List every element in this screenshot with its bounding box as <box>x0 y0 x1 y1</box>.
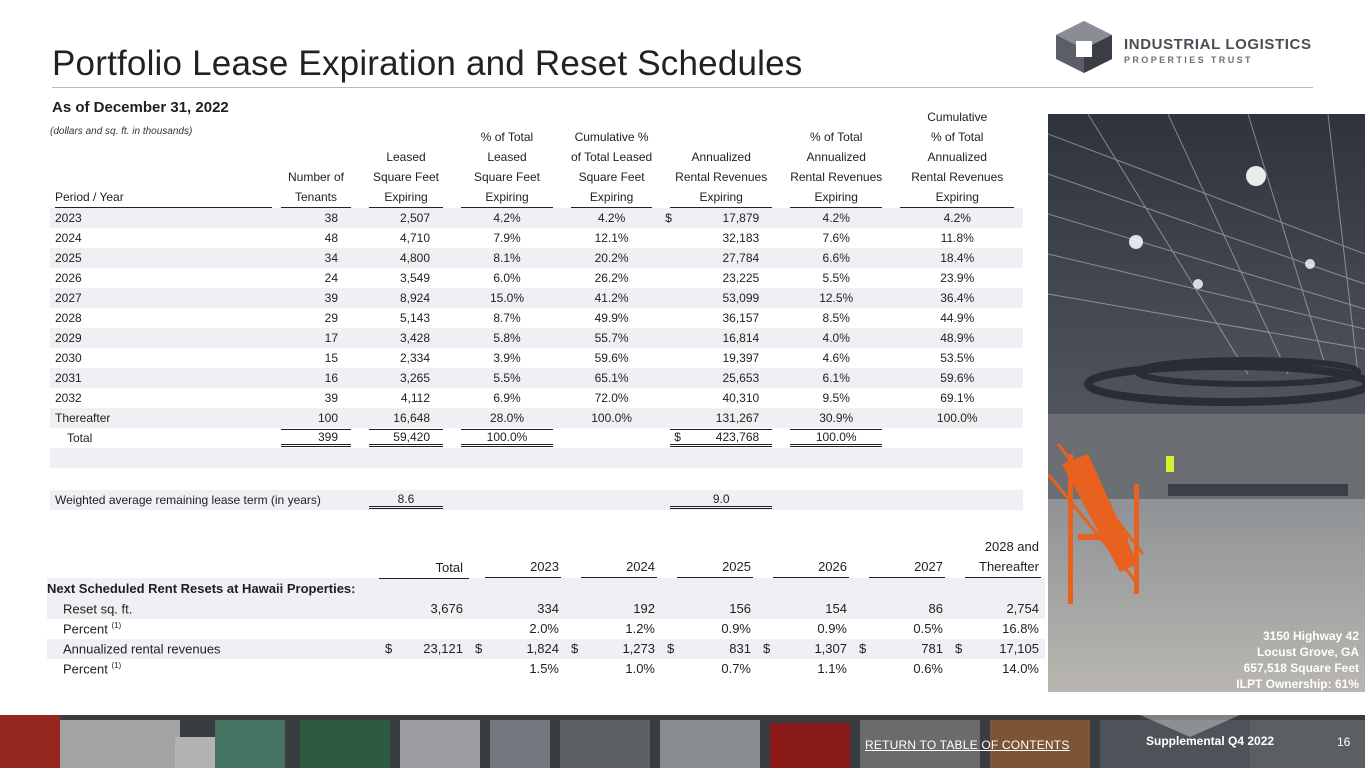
header-pct-sqft-line: Square Feet <box>473 170 541 184</box>
revenue-cell: $ 17,879 <box>661 208 781 228</box>
lease-expiration-table <box>50 107 1023 510</box>
total-pct-rev: 100.0% <box>790 429 882 447</box>
revenue-cell: 27,784 <box>661 248 781 268</box>
cum-rev-cell: 36.4% <box>891 288 1023 308</box>
lease-row <box>50 268 1023 288</box>
sqft-cell: 2,334 <box>399 351 430 365</box>
pct-sqft-cell: 4.2% <box>452 208 562 228</box>
sqft-cell: 3,265 <box>360 368 452 388</box>
cum-sqft-cell: 20.2% <box>562 248 661 268</box>
tenants-cell: 16 <box>272 368 360 388</box>
tenants-cell: 24 <box>324 271 338 285</box>
period-cell: 2025 <box>50 248 272 268</box>
cum-rev-cell: 23.9% <box>940 271 975 285</box>
reset-row <box>47 659 1045 679</box>
tenants-cell: 39 <box>272 288 360 308</box>
sqft-cell: 16,648 <box>360 408 452 428</box>
total-revenue: $ 423,768 <box>670 429 772 447</box>
as-of-date: As of December 31, 2022 <box>52 99 229 116</box>
sqft-cell: 4,112 <box>400 391 430 405</box>
caption-line-1: 3150 Highway 42 <box>1262 629 1359 643</box>
header-pct-sqft-line: Leased <box>487 150 527 164</box>
reset-header-2027: 2027 <box>869 557 945 578</box>
return-to-toc-link[interactable]: RETURN TO TABLE OF CONTENTS <box>865 738 1070 752</box>
cum-sqft-cell: 65.1% <box>562 368 661 388</box>
reset-row <box>47 639 1045 659</box>
reset-value-cell: 154 <box>757 599 853 619</box>
cum-sqft-cell: 72.0% <box>594 391 629 405</box>
pct-sqft-cell: 15.0% <box>452 288 562 308</box>
warehouse-image <box>1048 114 1365 692</box>
reset-section-title: Next Scheduled Rent Resets at Hawaii Properties: <box>47 578 1045 599</box>
cum-sqft-cell: 12.1% <box>594 231 629 245</box>
header-revenue-line: Rental Revenues <box>675 170 768 184</box>
lease-row <box>50 388 1023 408</box>
period-cell: 2026 <box>55 271 82 285</box>
lease-row <box>50 348 1023 368</box>
reset-row-label: Percent $^{(1)}$ <box>63 660 122 677</box>
tenants-cell: 17 <box>272 328 360 348</box>
pct-rev-cell: 6.6% <box>781 248 891 268</box>
cum-sqft-cell: 55.7% <box>562 328 661 348</box>
page-title: Portfolio Lease Expiration and Reset Schedules <box>52 44 803 83</box>
header-tenants-line: Tenants <box>281 187 351 208</box>
reset-value-cell: 0.7% <box>721 661 751 676</box>
wa-revenue-value: 9.0 <box>670 492 772 509</box>
dollar-sign: $ <box>763 641 771 656</box>
pct-rev-cell: 4.2% <box>781 208 891 228</box>
pct-rev-cell: 30.9% <box>781 408 891 428</box>
lease-row <box>50 248 1023 268</box>
reset-value-cell: 0.9% <box>817 621 847 636</box>
lease-row <box>50 208 1023 228</box>
rent-resets-table <box>47 537 1045 679</box>
header-revenue-line: Expiring <box>670 187 772 208</box>
reset-value-cell: 334 <box>469 599 565 619</box>
pct-sqft-cell: 6.0% <box>493 271 521 285</box>
logo-cube-icon <box>1054 19 1114 75</box>
reset-value-cell <box>379 619 469 639</box>
period-cell: 2024 <box>55 231 82 245</box>
pct-sqft-cell: 3.9% <box>493 351 521 365</box>
revenue-cell: 25,653 <box>661 368 781 388</box>
dollar-sign: $ <box>859 641 867 656</box>
header-sqft-line: Square Feet <box>372 170 440 184</box>
header-cum-sqft-line: Cumulative % <box>574 130 649 144</box>
lease-row <box>50 288 1023 308</box>
header-period-line: Period / Year <box>55 187 272 208</box>
cum-rev-cell: 53.5% <box>940 351 975 365</box>
property-photo <box>1048 114 1365 692</box>
caption-line-4: ILPT Ownership: 61% <box>1236 677 1359 691</box>
header-cum-rev-line: % of Total <box>931 130 984 144</box>
revenue-cell: 53,099 <box>661 288 781 308</box>
tenants-cell: 15 <box>324 351 338 365</box>
cum-rev-cell: 100.0% <box>891 408 1023 428</box>
reset-value-cell: 1.2% <box>625 621 655 636</box>
lease-row <box>50 408 1023 428</box>
reset-row-label: Reset sq. ft. <box>47 599 379 619</box>
reset-value-cell: $ 17,105 <box>949 639 1045 659</box>
reset-value-cell: 192 <box>565 599 661 619</box>
reset-header-total: Total <box>379 537 469 578</box>
sqft-cell: 2,507 <box>360 208 452 228</box>
total-label: Total <box>67 431 93 445</box>
period-cell: 2023 <box>50 208 272 228</box>
caption-line-2: Locust Grove, GA <box>1256 645 1359 659</box>
title-divider <box>52 87 1313 88</box>
reset-value-cell: 3,676 <box>379 599 469 619</box>
revenue-cell: 19,397 <box>722 351 760 365</box>
period-cell: Thereafter <box>50 408 272 428</box>
header-cum-rev-line: Rental Revenues <box>911 170 1004 184</box>
weighted-average-label: Weighted average remaining lease term (in years) <box>50 490 360 510</box>
tenants-cell: 38 <box>272 208 360 228</box>
period-cell: 2032 <box>55 391 82 405</box>
tenants-cell: 48 <box>324 231 338 245</box>
cum-rev-cell: 44.9% <box>940 311 975 325</box>
pct-rev-cell: 4.6% <box>822 351 850 365</box>
reset-value-cell: 156 <box>661 599 757 619</box>
dollar-sign: $ <box>571 641 579 656</box>
header-cum-sqft-line: Expiring <box>571 187 652 208</box>
dollar-sign: $ <box>475 641 483 656</box>
revenue-cell: 40,310 <box>722 391 760 405</box>
header-tenants-line: Number of <box>287 170 345 184</box>
tenants-cell: 39 <box>324 391 338 405</box>
pct-sqft-cell: 8.7% <box>493 311 521 325</box>
total-tenants: 399 <box>281 429 351 447</box>
reset-value-cell: $ 1,824 <box>469 639 565 659</box>
cum-sqft-cell: 59.6% <box>594 351 629 365</box>
header-pct-rev-line: % of Total <box>809 130 863 144</box>
pct-rev-cell: 9.5% <box>822 391 850 405</box>
footnote-marker: (1) <box>111 620 122 630</box>
pct-sqft-cell: 28.0% <box>452 408 562 428</box>
reset-value-cell: $ 781 <box>853 639 949 659</box>
lease-row <box>50 368 1023 388</box>
pct-sqft-cell: 5.5% <box>452 368 562 388</box>
reset-value-cell: 1.0% <box>625 661 655 676</box>
revenue-cell: 36,157 <box>722 311 760 325</box>
revenue-cell: 131,267 <box>661 408 781 428</box>
lease-row <box>50 328 1023 348</box>
pct-sqft-cell: 5.8% <box>452 328 562 348</box>
header-pct-rev-line: Expiring <box>790 187 882 208</box>
reset-value-cell: $ 831 <box>661 639 757 659</box>
reset-value-cell: 0.6% <box>913 661 943 676</box>
company-logo <box>1054 19 1354 75</box>
reset-row-label: Percent $^{(1)}$ <box>63 620 122 637</box>
logo-name: INDUSTRIAL LOGISTICS <box>1124 36 1312 53</box>
sqft-cell: 4,800 <box>360 248 452 268</box>
header-cum-sqft-line: Square Feet <box>578 170 645 184</box>
period-cell: 2031 <box>50 368 272 388</box>
sqft-cell: 4,710 <box>399 231 430 245</box>
dollar-sign: $ <box>955 641 963 656</box>
caption-line-3: 657,518 Square Feet <box>1243 661 1359 675</box>
total-sqft: 59,420 <box>369 429 443 447</box>
reset-value-cell: 16.8% <box>1002 621 1039 636</box>
sqft-cell: 3,428 <box>360 328 452 348</box>
pct-rev-cell: 12.5% <box>781 288 891 308</box>
pct-sqft-cell: 7.9% <box>493 231 521 245</box>
pct-rev-cell: 8.5% <box>822 311 850 325</box>
reset-header-2026: 2026 <box>773 557 849 578</box>
sqft-cell: 5,143 <box>399 311 430 325</box>
reset-value-cell: 14.0% <box>1002 661 1039 676</box>
cum-sqft-cell: 100.0% <box>562 408 661 428</box>
pct-rev-cell: 4.0% <box>781 328 891 348</box>
cum-rev-cell: 11.8% <box>940 231 974 245</box>
pct-rev-cell: 6.1% <box>781 368 891 388</box>
cum-rev-cell: 18.4% <box>891 248 1023 268</box>
tenants-cell: 29 <box>324 311 338 325</box>
dollar-sign: $ <box>385 641 393 656</box>
page-number: 16 <box>1337 735 1351 749</box>
cum-sqft-cell: 26.2% <box>594 271 629 285</box>
header-cum-rev-line: Annualized <box>927 150 987 164</box>
header-cum-rev-line: Expiring <box>900 187 1014 208</box>
sqft-cell: 8,924 <box>360 288 452 308</box>
lease-row <box>50 228 1023 248</box>
header-sqft-line: Expiring <box>369 187 443 208</box>
sqft-cell: 3,549 <box>399 271 430 285</box>
revenue-cell: 32,183 <box>722 231 760 245</box>
total-dollar-sign: $ <box>674 430 681 444</box>
period-cell: 2029 <box>50 328 272 348</box>
reset-value-cell: $ 1,307 <box>757 639 853 659</box>
units-note: (dollars and sq. ft. in thousands) <box>50 126 193 137</box>
cum-rev-cell: 59.6% <box>891 368 1023 388</box>
reset-value-cell: 1.1% <box>817 661 847 676</box>
reset-value-cell: 86 <box>853 599 949 619</box>
reset-value-cell: 1.5% <box>529 661 559 676</box>
reset-value-cell: 2.0% <box>529 621 559 636</box>
reset-value-cell: 0.9% <box>721 621 751 636</box>
reset-row-label: Annualized rental revenues <box>47 639 379 659</box>
reset-header-2023: 2023 <box>485 557 561 578</box>
pct-sqft-cell: 6.9% <box>493 391 521 405</box>
cum-sqft-cell: 4.2% <box>562 208 661 228</box>
header-sqft-line: Leased <box>386 150 426 164</box>
total-pct-sqft: 100.0% <box>461 429 553 447</box>
header-pct-sqft-line: % of Total <box>480 130 534 144</box>
header-pct-sqft-line: Expiring <box>461 187 553 208</box>
logo-subname: PROPERTIES TRUST <box>1124 55 1253 65</box>
reset-row <box>47 619 1045 639</box>
reset-row <box>47 599 1045 619</box>
revenue-cell: 16,814 <box>661 328 781 348</box>
header-cum-rev-line: Cumulative <box>927 110 988 124</box>
tenants-cell: 34 <box>272 248 360 268</box>
reset-value-cell: 0.5% <box>913 621 943 636</box>
pct-rev-cell: 7.6% <box>822 231 850 245</box>
footnote-marker: (1) <box>111 660 122 670</box>
weighted-average-row <box>50 490 1023 510</box>
supplemental-label: Supplemental Q4 2022 <box>1146 734 1275 748</box>
header-pct-rev-line: Rental Revenues <box>790 170 883 184</box>
reset-value-cell: $ 1,273 <box>565 639 661 659</box>
tenants-cell: 100 <box>272 408 360 428</box>
lease-row <box>50 308 1023 328</box>
reset-value-cell: $ 23,121 <box>379 639 469 659</box>
cum-rev-cell: 48.9% <box>891 328 1023 348</box>
reset-header-2025: 2025 <box>677 557 753 578</box>
revenue-cell: 23,225 <box>722 271 760 285</box>
cum-rev-cell: 69.1% <box>940 391 975 405</box>
period-cell: 2027 <box>50 288 272 308</box>
dollar-sign: $ <box>665 211 672 225</box>
header-pct-rev-line: Annualized <box>806 150 866 164</box>
dollar-sign: $ <box>667 641 675 656</box>
total-row <box>50 428 1023 448</box>
reset-header-2024: 2024 <box>581 557 657 578</box>
cum-sqft-cell: 49.9% <box>594 311 629 325</box>
wa-sqft-value: 8.6 <box>369 492 443 509</box>
cum-sqft-cell: 41.2% <box>562 288 661 308</box>
pct-rev-cell: 5.5% <box>822 271 850 285</box>
period-cell: 2028 <box>55 311 82 325</box>
reset-header-2028-thereafter: 2028 and Thereafter <box>965 537 1041 578</box>
reset-value-cell <box>379 659 469 679</box>
reset-value-cell: 2,754 <box>949 599 1045 619</box>
cum-rev-cell: 4.2% <box>891 208 1023 228</box>
header-cum-sqft-line: of Total Leased <box>571 150 653 164</box>
pct-sqft-cell: 8.1% <box>452 248 562 268</box>
period-cell: 2030 <box>55 351 82 365</box>
header-revenue-line: Annualized <box>691 150 751 164</box>
